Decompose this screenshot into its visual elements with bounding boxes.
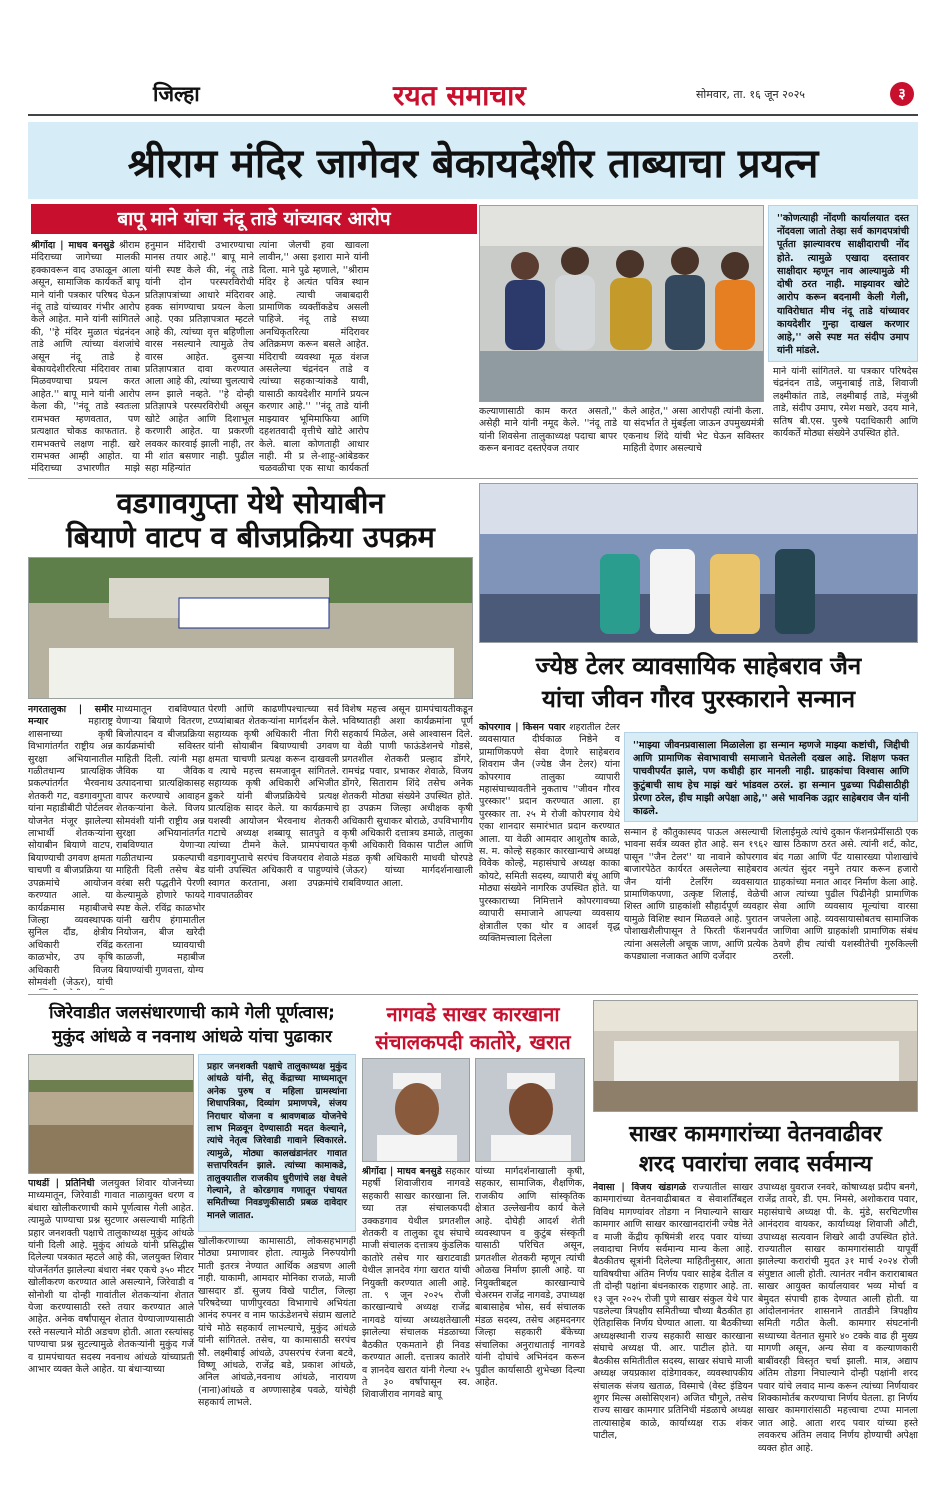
story5-portrait-katore <box>362 1058 470 1162</box>
story3-dateline: कोपरगाव | किसन पवार <box>479 722 566 733</box>
story5-headline-line1: नागवडे साखर कारखाना <box>386 1002 560 1026</box>
story1-col3: त्यांना जेलची हवा खावला लावीन,'' असा इशारा माने यांनी दिला. माने पुढे म्हणाले, ''श्रीराम मंदिर हे अत्यंत पवित्र स्थान आहे. त्याची जबाबदारी प्रामाणिक व्यक्तींकडेच असली पाहिजे. नंदू ताडे सध्या अनधिकृतरित्या मंदिरावर अतिक्रमण करून बसले आहेत. मंदिराची व्यवस्था मूळ वंशज असलेल्या चंद्रनंदन ताडे व त्यांच्या सहकाऱ्यांकडे यावी, यासाठी कायदेशीर मार्गाने प्रयत्न करणार आहे.'' ''नंदू ताडे यांनी माझ्यावर भूमिमाफिया आणि दहशतवादी वृत्तीचे खोटे आरोप केले. बाला कोणताही आधार नाही. मी प्र ले-शाहू-आंबेडकर चळवळीचा एक साधा कार्यकर्ता <box>259 240 369 474</box>
story2-col1: नगरतालुका | समीर मन्यार महाराष्ट्र शासनाच्या कृषी विभागांतर्गत राष्ट्रीय अन्न सुरक्षा अभियानातील गळीतधान्य प्रात्यक्षिक प्रकल्पांतर्गत भैरवनाथ शेतकरी गट, वडगावगुप्ता यांना महाडीबीटी पोर्टलवर योजनेत मंजूर झालेल्या लाभार्थी शेतकऱ्यांना सोयाबीन बियाणे वाटप, बियाण्याची उगवण क्षमता चाचणी व बीजप्रक्रिया या उपक्रमांचे आयोजन करण्यात आले. या कार्यक्रमास महाबीजचे जिल्हा व्यवस्थापक सुनिल दौंड, क्षेत्रीय अधिकारी रविंद्र काळभोर, उप कृषि अधिकारी विजय सोमवंशी (जेऊर), यांची <box>28 704 113 988</box>
portrait-photo-icon <box>476 1059 585 1162</box>
story1-col4: कल्याणासाठी काम करत असतो,'' असेही माने यांनी नमूद केले. ''नंदू ताडे यांनी शिवसेना तालुकाध्यक्ष पदाचा बापर करून बनावट दस्तऐवज तयार <box>479 406 617 455</box>
story5-col1: श्रीगोंदा | माधव बनसुडे सहकार महर्षी शिवाजीराव नागवडे सहकारी साखर कारखाना लि. च्या तज्ञ संचालकपदी उक्कडगाव येथील प्रगतशील शेतकरी व तालुका दूध संघाचे माजी संचालक दत्तात्रय कुंडलिक कातोरे तसेच गार खराटवाडी येथील ज्ञानदेव गंगा खरात यांची नियुक्ती करण्यात आली आहे. ता. ९ जून २०२५ रोजी कारखान्याचे अध्यक्ष राजेंद्र नागवडे यांच्या अध्यक्षतेखाली झालेल्या संचालक मंडळाच्या बैठकीत एकमताने ही निवड करण्यात आली. दत्तात्रय कातोरे व ज्ञानदेव खरात यांनी गेल्या २५ ते ३० वर्षांपासून स्व. शिवाजीराव नागवडे बापू <box>362 1166 470 1401</box>
story3-col2: सन्मान हे कौतुकास्पद पाऊल असल्याची भावना सर्वत्र व्यक्त होत आहे. सन १९६२ पासून ''जैन टेलर'' या नावाने कोपरगाव बाजारपेठेत कार्यरत असलेल्या साहेबराव जैन यांनी टेलरिंग व्यवसायात प्रामाणिकपणा, उत्कृष्ट शिलाई, वेळेची शिस्त आणि ग्राहकांशी सौहार्दपूर्ण व्यवहार यामुळे विशिष्ट स्थान मिळवले आहे. पुरातन पोशाखशैलीपासून ते फिरती फॅशनपर्यंत त्यांना असलेली अचूक जाण, आणि प्रत्येक कपड्याला नजाकत आणि दर्जेदार <box>624 827 768 963</box>
portrait-photo-icon <box>363 1059 470 1162</box>
story5-col2: यांच्या मार्गदर्शनाखाली कृषी, सहकार, सामाजिक, शैक्षणिक, राजकीय आणि सांस्कृतिक क्षेत्रात उल्लेखनीय कार्य केले आहे. दोघेही आदर्श शेती व्यवस्थापन व कुटुंब संस्कृती यासाठी परिचित असून, प्रगतशील शेतकरी म्हणून त्यांची ओळख निर्माण झाली आहे. या नियुक्तीबद्दल कारखान्याचे चेअरमन राजेंद्र नागवडे, उपाध्यक्ष बाबासाहेब भोस, सर्व संचालक मंडळ सदस्य, तसेच अहमदनगर जिल्हा सहकारी बँकेच्या संचालिका अनुराधाताई नागवडे यांनी दोघांचे अभिनंदन करून पुढील कार्यासाठी शुभेच्छा दिल्या आहेत. <box>475 1166 585 1388</box>
story4-headline-line2: मुकुंद आंधळे व नवनाथ आंधळे यांचा पुढाकार <box>52 1027 332 1047</box>
story5-dateline: श्रीगोंदा | माधव बनसुडे <box>362 1166 442 1177</box>
masthead <box>28 74 918 116</box>
story3-headline-line1: ज्येष्ठ टेलर व्यावसायिक साहेबराव जैन <box>535 652 862 680</box>
story1-subhead: बापू माने यांचा नंदू ताडे यांच्यावर आरोप <box>31 204 477 234</box>
story1-headline-banner <box>28 122 918 199</box>
story2-col3: पेरणी आणि काढणीपश्चात्च्या सर्व टप्प्यांबाबत शेतकऱ्यांना मार्गदर्शन केले. सहाय्यक कृषी अधिकारी नीता गिरी यांनी सोयाबीन बियाण्याची उगवण क्षमता चाचणी प्रत्यक्ष करून दाखवली व त्याचे महत्त्व समजावून सांगितले. सहाय्यक कृषी अधिकारी अभिजीत डुकरे यांनी बीजप्रक्रियेचे प्रत्यक्ष प्रात्यक्षिक सादर केले. या कार्यक्रमाचे यशस्वी आयोजन भैरवनाथ शेतकरी गटाचे अध्यक्ष शब्बायू सातपुते व त्यांच्या टीमने केले. प्रामपंचायत वडगावगुप्ताचे सरपंच विजयराव शेवाळे यांनी उपस्थित अधिकारी व पाहुण्यांचे स्वागत करताना, अशा उपक्रमांचे गावपातळीवर <box>208 704 339 902</box>
story4-dateline: पाथर्डी | प्रतिनिधी <box>28 1178 95 1189</box>
story1-press-photo <box>479 205 764 402</box>
story1-col2: हनुमान मंदिराची उभारण्याचा मानस तयार आहे.'' बापू माने यांनी स्पष्ट केले की, नंदू ताडे यांनी दोन परस्परविरोधी प्रतिज्ञापत्रांच्या आधारे मंदिरावर हक्क सांगण्याचा प्रयत्न केला आहे. एका प्रतिज्ञापत्रात म्हटले आहे की, त्यांच्या वृत्त बहिणीला वारस नसल्याने त्यामुळे तेच वारस आहेत. दुसऱ्या प्रतिज्ञापत्रात दावा करण्यात आला आहे की, त्यांच्या चुलत्याचे लग्न झाले नव्हते. ''हे दोन्ही प्रतिज्ञापत्रे परस्परविरोधी असून खोटे आहेत आणि दिशाभूल करणारी आहेत. या प्रकरणी लवकर कारवाई झाली नाही, तर मी शांत बसणार नाही. पुढील सहा महिन्यांत <box>145 240 254 474</box>
story2-dateline: नगरतालुका | समीर मन्यार <box>28 704 113 728</box>
story6-headline-line1: साखर कामगारांच्या वेतनवाढीवर <box>629 1122 882 1147</box>
story3-col1: कोपरगाव | किसन पवार शहरातील टेलर व्यवसायात दीर्घकाळ निष्ठेने व प्रामाणिकपणे सेवा देणारे साहेबराव शिवराम जैन (ज्येष्ठ जैन टेलर) यांना कोपरगाव तालुका व्यापारी महासंघाच्यावतीने नुकताच ''जीवन गौरव पुरस्कार'' प्रदान करण्यात आला. हा पुरस्कार ता. २५ मे रोजी कोपरगाव येथे एका शानदार समारंभात प्रदान करण्यात आला. या वेळी आमदार आशुतोष काळे, स. म. कोल्हे सहकार कारखान्याचे अध्यक्ष विवेक कोल्हे, महासंघाचे अध्यक्ष काका कोयटे, समिती सदस्य, व्यापारी बंधू आणि मोठ्या संख्येने नागरिक उपस्थित होते. या पुरस्काराच्या निमित्ताने कोपरगावच्या व्यापारी समाजाने आपल्या व्यवसाय क्षेत्रातील एका थोर व आदर्श वृद्ध व्यक्तिमत्त्वाला दिलेला <box>479 722 620 944</box>
story4-water-works-photo <box>28 1054 194 1174</box>
divider-2 <box>28 994 918 995</box>
story3-col3: शिलाईमुळे त्यांचे दुकान फॅशनप्रेमींसाठी एक खास ठिकाण ठरत असे. त्यांनी शर्ट, कोट, बंद गळा आणि पँट यासारख्या पोशाखांचे अत्यंत सुंदर नमुने तयार करून हजारो ग्राहकांच्या मनात आदर निर्माण केला आहे. आज त्यांच्या पुढील पिढीनेही प्रामाणिक सेवा आणि व्यवसाय मूल्यांचा वारसा जपलेला आहे. व्यवसायासोबतच सामाजिक जाणिवा आणि ग्राहकांशी प्रामाणिक संबंध ठेवणे हीच त्यांची यशस्वीतेची गुरुकिल्ली ठरली. <box>773 827 918 963</box>
story6-col1: नेवासा | विजय खंडागळे राज्यातील साखर कामगारांच्या वेतनवाढीबाबत व सेवाशर्तिंबद्दल विविध मागण्यांवर तोडगा न निघाल्याने साखर कामगार आणि साखर कारखानदारांनी ज्येष्ठ नेते व माजी केंद्रीय कृषिमंत्री शरद पवार यांच्या लवादाचा निर्णय सर्वमान्य मान्य केला आहे. बैठकीतच सूत्रांनी दिलेल्या माहितीनुसार, आता याविषयीचा अंतिम निर्णय पवार साहेब देतील व ती दोन्ही पक्षांना बंधनकारक राहणार आहे. ता. १३ जून २०२५ रोजी पुणे साखर संकुल येथे पार पडलेल्या त्रिपक्षीय समितीच्या चौथ्या बैठकीत हा ऐतिहासिक निर्णय घेण्यात आला. या बैठकीच्या अध्यक्षस्थानी राज्य सहकारी साखर कारखाना संघाचे अध्यक्ष पी. आर. पाटील होते. या बैठकीस समितीतील सदस्य, साखर संघाचे माजी अध्यक्ष जयप्रकाश दांडेगावकर, व्यवस्थापकीय संचालक संजय खताळ, विस्माचे (वेस्ट इंडियन शुगर मिल्स असोसिएशन) अजित चौगुले, तसेच राज्य साखर कामगार प्रतिनिधी मंडळाचे अध्यक्ष तात्यासाहेब काळे, कार्याध्यक्ष राऊ शंकर पाटील, <box>593 1182 753 1442</box>
meeting-group-photo-icon <box>594 1001 918 1112</box>
newspaper-title: रयत समाचार <box>393 79 526 112</box>
story4-col1: पाथर्डी | प्रतिनिधी जलयुक्त शिवार योजनेच्या माध्यमातून, जिरेवाडी गावात नाळायुक्त धरण व बंधारा खोलीकरणाची कामे पूर्णत्वास गेली आहेत. त्यामुळे पाण्याचा प्रश्न सुटणार असल्याची माहिती प्रहार जनशक्ती पक्षाचे तालुकाध्यक्ष मुकुंद आंधळे यांनी दिली आहे. मुकुंद आंधळे यांनी प्रसिद्धीस दिलेल्या पत्रकात म्हटले आहे की, जलयुक्त शिवार योजनेंतर्गत झालेल्या बंधारा नंबर एकचे ३५० मीटर खोलीकरण करण्यात आले असल्याने, जिरेवाडी व सोनोशी या दोन्ही गावांतील शेतकऱ्यांना शेतात येजा करण्यासाठी रस्ते तयार करण्यात आले आहेत. अनेक वर्षांपासून शेतात येण्याजाण्यासाठी रस्ते नसल्याने मोठी अडचण होती. आता रस्त्यांसह पाण्याचा प्रश्न सुटल्यामुळे शेतकऱ्यांनी मुकुंद गर्जे व ग्रामपंचायत सदस्य नवनाथ आंधळे यांच्याप्रती आभार व्यक्त केले आहेत. या बंधाऱ्याच्या <box>28 1178 194 1376</box>
story3-award-photo <box>479 483 918 643</box>
page-number-badge: ३ <box>890 82 914 106</box>
issue-date: सोमवार, ता. १६ जून २०२५ <box>696 88 806 101</box>
story6-meeting-photo <box>593 1000 918 1112</box>
story5-headline-line2: संचालकपदी कातोरे, खरात <box>375 1030 571 1054</box>
divider-1 <box>28 478 918 479</box>
story5-portrait-kharat <box>475 1058 585 1162</box>
story4-headline-line1: जिरेवाडीत जलसंधारणाची कामे गेली पूर्णत्वास; <box>49 1003 335 1023</box>
story1-dateline: श्रीगोंदा | माधव बनसुडे <box>31 240 115 251</box>
story2-col2: माध्यमातून राबविण्यात येणाऱ्या बियाणे वितरण, बिजोत्पादन व बीजप्रक्रिया कार्यक्रमांची सविस्तर माहिती दिली. त्यांनी महा जैविक या जैविक उत्पादनाचा प्रात्यक्षिकासह वापर करण्याचे आवाहन शेतकऱ्यांना केले. विजय सोमवंशी यांनी राष्ट्रीय अन्न सुरक्षा अभियानांतर्गत राबविण्यात येणाऱ्या गळीतधान्य प्रकल्पाची माहिती दिली तसेच बेड वरंबा सरी पद्धतीने पेरणी केल्यामुळे होणारे फायदे स्पष्ट केले. रविंद्र काळभोर यांनी खरीप हंगामातील नियोजन, बीज खरेदी करताना घ्यावयाची काळजी, महाबीज बियाण्यांची गुणवत्ता, योग्य <box>116 704 205 976</box>
story1-col5: केले आहेत,'' असा आरोपही त्यांनी केला. या संदर्भात ते मुंबईला जाऊन उपमुख्यमंत्री एकनाथ शिंदे यांची भेट घेऊन सविस्तर माहिती देणार असल्याचे <box>623 406 764 455</box>
story1-col1: श्रीगोंदा | माधव बनसुडे श्रीराम मंदिराच्या जागेच्या मालकी हक्कावरून वाद उफाळून आला असून, सामाजिक कार्यकर्ते बापू माने यांनी पत्रकार परिषद घेऊन नंदू ताडे यांच्यावर गंभीर आरोप केले आहेत. माने यांनी सांगितले की, ''हे मंदिर मुळात चंद्रनंदन ताडे आणि त्यांच्या वंशजांचे असून नंदू ताडे हे बेकायदेशीररित्या मंदिरावर ताबा मिळवण्याचा प्रयत्न करत आहेत.'' बापू माने यांनी आरोप केला की, ''नंदू ताडे स्वतःला रामभक्त म्हणवतात, पण प्रत्यक्षात चोकड काफतात. हे रामभक्तचे लक्षण नाही. खरे रामभक्त आम्ही आहोत. या मंदिराच्या उभारणीत माझे <box>31 240 140 474</box>
story6-headline-line2: शरद पवारांचा लवाद सर्वमान्य <box>638 1152 873 1177</box>
award-ceremony-photo-icon <box>480 484 918 643</box>
story3-headline-line2: यांचा जीवन गौरव पुरस्काराने सन्मान <box>541 685 856 713</box>
story4-col2: खोलीकरणाच्या कामासाठी, लोकसहभागही मोठ्या प्रमाणावर होता. त्यामुळे निरुपयोगी माती इतरत्र नेण्यात आर्थिक अडचण आली नाही. याकामी, आमदार मोनिका राजळे, माजी खासदार डॉ. सुजय विखे पाटील, जिल्हा परिषदेच्या पाणीपुरवठा विभागाचे अभियंता आनंद रुपनर व नाम फाऊंडेशनचे संग्राम खलाटे यांचे मोठे सहकार्य लाभल्याचे, मुकुंद आंधळे यांनी सांगितले. तसेच, या कामासाठी सरपंच सौ. लक्ष्मीबाई आंधळे, उपसरपंच रंजना बटवे, विष्णू आंधळे, राजेंद्र बडे, प्रकाश आंधळे, अनिल आंधळे,नवनाथ आंधळे, नारायण (नाना)आंधळे व अण्णासाहेब पवळे, यांचेही सहकार्य लाभले. <box>198 1236 356 1409</box>
section-name: जिल्हा <box>153 82 200 106</box>
story2-seed-distribution-photo <box>28 557 473 699</box>
story6-col2: उपाध्यक्ष युवराज रनवरे, कोषाध्यक्ष प्रदीप बनगे, राजेंद्र तावरे, डी. एम. निमसे, अशोकराव पवार, महासंघाचे अध्यक्ष पी. के. मुंडे, सरचिटणीस आनंदराव वायकर, कार्याध्यक्ष शिवाजी औटी, उपाध्यक्ष सत्यवान शिखरे आदी उपस्थित होते. राज्यातील साखर कामगारांसाठी यापूर्वी झालेल्या करारांची मुदत ३१ मार्च २०२४ रोजी संपुष्टात आली होती. त्यानंतर नवीन कराराबाबत साखर आयुक्त कार्यालयावर भव्य मोर्चा व बेमुदत संपाची हाक देण्यात आली होती. या आंदोलनानंतर शासनाने तातडीने त्रिपक्षीय समिती गठीत केली. कामगार संघटनांनी सध्याच्या वेतनात सुमारे ४० टक्के वाढ ही मुख्य मागणी असून, अन्य सेवा व कल्याणकारी बाबींवरही विस्तृत चर्चा झाली. मात्र, अद्याप अंतिम तोडगा निघाल्याने दोन्ही पक्षांनी शरद पवार यांचे लवाद मान्य करून त्यांच्या निर्णयावर शिक्कामोर्तब करण्याचा निर्णय घेतला. हा निर्णय साखर कामगारांसाठी महत्त्वाचा टप्पा मानला जात आहे. आता शरद पवार यांच्या हस्ते लवकरच अंतिम लवाद निर्णय होण्याची अपेक्षा व्यक्त होत आहे. <box>758 1182 918 1454</box>
story1-headline: श्रीराम मंदिर जागेवर बेकायदेशीर ताब्याचा प्रयत्न <box>127 141 819 187</box>
story4-quote-box: प्रहार जनशक्ती पक्षाचे तालुकाध्यक्ष मुकुंद आंधळे यांनी, सेतू केंद्राच्या माध्यमातून अनेक पुरुष व महिला ग्रामस्थांना शिधापत्रिका, दिव्यांग प्रमाणपत्रे, संजय निराधार योजना व श्रावणबाळ योजनेचे लाभ मिळवून देण्यासाठी मदत केल्याने, त्यांचे नेतृत्व जिरेवाडी गावाने स्विकारले. त्यामुळे, मोठ्या कालखंडानंतर गावात सत्तापरिवर्तन झाले. त्यांच्या कामाकडे, तालुक्यातील राजकीय धुरीणांचे लक्ष वेधले गेल्याने, ते कोरडगाव गणातून पंचायत समितीच्या निवडणुकीसाठी प्रबळ दावेदार मानले जातात. <box>198 1054 356 1232</box>
story2-headline-line1: वडगावगुप्ता येथे सोयाबीन <box>116 486 385 520</box>
press-conference-photo-icon <box>480 206 764 402</box>
story2-col4: विशेष महत्त्व असून ग्रामपंचायतीकडून भविष्यातही अशा कार्यक्रमांना पूर्ण सहकार्य मिळेल, असे आश्वासन दिले. या वेळी पाणी फाऊंडेशनचे गोडसे, प्रगतशील शेतकरी प्रल्हाद डोंगरे, रामचंद्र पवार, प्रभाकर शेवाळे, विजय डोंगरे, सिताराम शिंदे तसेच अनेक शेतकरी मोठ्या संख्येने उपस्थित होते. हा उपक्रम जिल्हा अधीक्षक कृषी अधिकारी सुधाकर बोराळे, उपविभागीय कृषी अधिकारी दत्तात्रय डमाळे, तालुका कृषी अधिकारी विकास पाटील आणि मंडळ कृषी अधिकारी माधवी घोरपडे (जेऊर) यांच्या मार्गदर्शनाखाली राबविण्यात आला. <box>342 704 473 889</box>
dug-riverbed-photo-icon <box>29 1055 194 1174</box>
story3-quote-box: ''माझ्या जीवनप्रवासाला मिळालेला हा सन्मान म्हणजे माझ्या कष्टांची, जिद्दीची आणि प्रामाणिक सेवाभावाची समाजाने घेतलेली दखल आहे. शिक्षण फक्त पाचवीपर्यंत झाले, पण कधीही हार मानली नाही. ग्राहकांचा विश्वास आणि कुटुंबाची साथ हेच माझं खरं भांडवल ठरलं. हा सन्मान पुढच्या पिढीसाठीही प्रेरणा ठरेल, हीच माझी अपेक्षा आहे,'' असे भावनिक उद्गार साहेबराव जैन यांनी काढले. <box>624 732 918 822</box>
story1-quote-box: ''कोणत्याही नोंदणी कार्यालयात दस्त नोंदवला जातो तेव्हा सर्व कागदपत्रांची पूर्तता झाल्यावरच साक्षीदाराची नोंद होते. त्यामुळे एखादा दस्तावर साक्षीदार म्हणून नाव आल्यामुळे मी दोषी ठरत नाही. माझ्यावर खोटे आरोप करून बदनामी केली गेली, याविरोधात मीच नंदू ताडे यांच्यावर कायदेशीर गुन्हा दाखल करणार आहे,'' असे स्पष्ट मत संदीप उमाप यांनी मांडले. <box>768 205 918 362</box>
story2-headline-line2: बियाणे वाटप व बीजप्रक्रिया उपक्रम <box>66 520 435 554</box>
story1-side-text: माने यांनी सांगितले. या पत्रकार परिषदेस चंद्रनंदन ताडे, जमुनाबाई ताडे, शिवाजी लक्ष्मीकांत ताडे, लक्ष्मीबाई ताडे, मंजुश्री ताडे, संदीप उमाप, रमेश मखरे, उदय माने, सतिष बी.एस. पुरुषे पदाधिकारी आणि कार्यकर्ते मोठ्या संख्येने उपस्थित होते. <box>773 366 918 440</box>
seed-distribution-photo-icon <box>29 558 473 699</box>
story6-dateline: नेवासा | विजय खंडागळे <box>593 1182 687 1193</box>
